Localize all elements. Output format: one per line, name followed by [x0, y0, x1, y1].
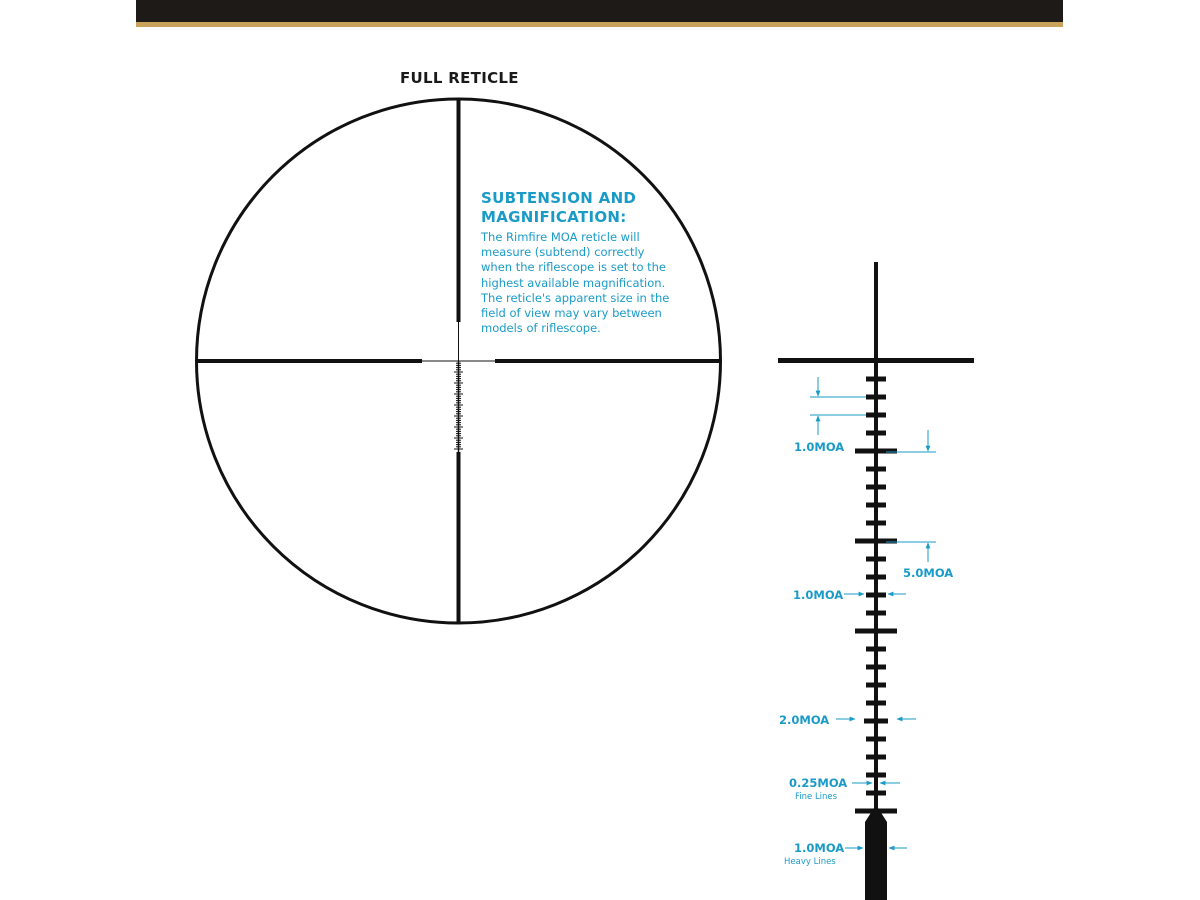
info-body-line: models of riflescope. — [481, 321, 601, 336]
info-body-line: The reticle's apparent size in the — [481, 290, 670, 305]
mini-tick — [456, 400, 461, 401]
reticle-tick — [866, 377, 886, 382]
mini-tick — [456, 396, 461, 397]
bottom-post — [457, 452, 461, 622]
label-1moa-spacing: 1.0MOA — [794, 440, 845, 454]
label-025moa: 0.25MOA — [789, 776, 848, 790]
mini-tick — [456, 363, 461, 364]
mini-tick — [456, 389, 461, 390]
reticle-tick — [866, 611, 886, 616]
info-title-line-1: SUBTENSION AND — [481, 189, 637, 207]
mini-tick — [456, 435, 461, 436]
label-2moa: 2.0MOA — [779, 713, 830, 727]
detail-top-post — [874, 262, 878, 360]
right-post — [495, 359, 720, 363]
reticle-tick — [855, 539, 897, 544]
mini-tick — [456, 391, 461, 392]
mini-tick — [456, 440, 461, 441]
mini-tick — [454, 383, 463, 384]
reticle-tick — [855, 629, 897, 634]
reticle-tick — [866, 521, 886, 526]
mini-tick — [454, 438, 463, 439]
top-post — [457, 100, 461, 322]
left-post — [197, 359, 422, 363]
mini-tick — [456, 431, 461, 432]
mini-tick — [456, 433, 461, 434]
detail-reticle — [778, 262, 974, 900]
reticle-tick — [864, 719, 888, 724]
info-body-line: highest available magnification. — [481, 275, 666, 290]
reticle-tick — [866, 647, 886, 652]
mini-tick — [456, 378, 461, 379]
info-title-line-2: MAGNIFICATION: — [481, 208, 627, 226]
info-body-line: field of view may vary between — [481, 306, 662, 321]
mini-tick — [454, 394, 463, 395]
info-body-line: when the riflescope is set to the — [481, 260, 667, 275]
heavy-line-post — [865, 808, 887, 900]
mini-tick — [456, 380, 461, 381]
reticle-tick — [866, 593, 886, 598]
mini-tick — [456, 409, 461, 410]
reticle-tick — [866, 701, 886, 706]
full-reticle — [197, 99, 721, 623]
mini-tick — [456, 365, 461, 366]
mini-tick — [456, 444, 461, 445]
mini-tick — [456, 402, 461, 403]
mini-tick — [456, 429, 461, 430]
mini-tick — [456, 385, 461, 386]
mini-tick — [456, 374, 461, 375]
reticle-tick — [866, 485, 886, 490]
mini-tick — [456, 411, 461, 412]
reticle-tick — [866, 431, 886, 436]
label-5moa: 5.0MOA — [903, 566, 954, 580]
reticle-tick — [866, 665, 886, 670]
mini-tick — [456, 442, 461, 443]
mini-tick — [454, 372, 463, 373]
label-1moa-width: 1.0MOA — [793, 588, 844, 602]
reticle-tick — [866, 557, 886, 562]
mini-tick — [456, 418, 461, 419]
reticle-tick — [866, 413, 886, 418]
mini-tick — [456, 407, 461, 408]
info-body-line: The Rimfire MOA reticle will — [481, 230, 640, 244]
full-reticle-title: FULL RETICLE — [400, 69, 519, 87]
mini-tick — [454, 427, 463, 428]
label-heavy-lines: Heavy Lines — [784, 857, 836, 867]
mini-tick — [456, 376, 461, 377]
reticle-tick — [855, 809, 897, 814]
reticle-tick — [866, 575, 886, 580]
reticle-tick — [866, 773, 886, 778]
mini-tick — [454, 405, 463, 406]
mini-tick — [456, 424, 461, 425]
mini-tick — [456, 387, 461, 388]
reticle-tick — [866, 503, 886, 508]
mini-tick — [454, 449, 463, 450]
mini-tick — [456, 446, 461, 447]
reticle-tick — [866, 467, 886, 472]
mini-tick — [456, 422, 461, 423]
mini-tick — [456, 369, 461, 370]
reticle-tick — [855, 449, 897, 454]
reticle-tick — [866, 683, 886, 688]
detail-stem — [874, 360, 878, 810]
reticle-tick — [866, 791, 886, 796]
mini-tick — [456, 398, 461, 399]
label-1moa-heavy: 1.0MOA — [794, 841, 845, 855]
info-body-line: measure (subtend) correctly — [481, 245, 645, 260]
label-fine-lines: Fine Lines — [795, 792, 838, 802]
reticle-tick — [866, 395, 886, 400]
mini-tick — [456, 367, 461, 368]
reticle-tick — [866, 755, 886, 760]
mini-tick — [454, 416, 463, 417]
mini-tick — [456, 413, 461, 414]
reticle-tick — [866, 737, 886, 742]
mini-tick — [456, 420, 461, 421]
